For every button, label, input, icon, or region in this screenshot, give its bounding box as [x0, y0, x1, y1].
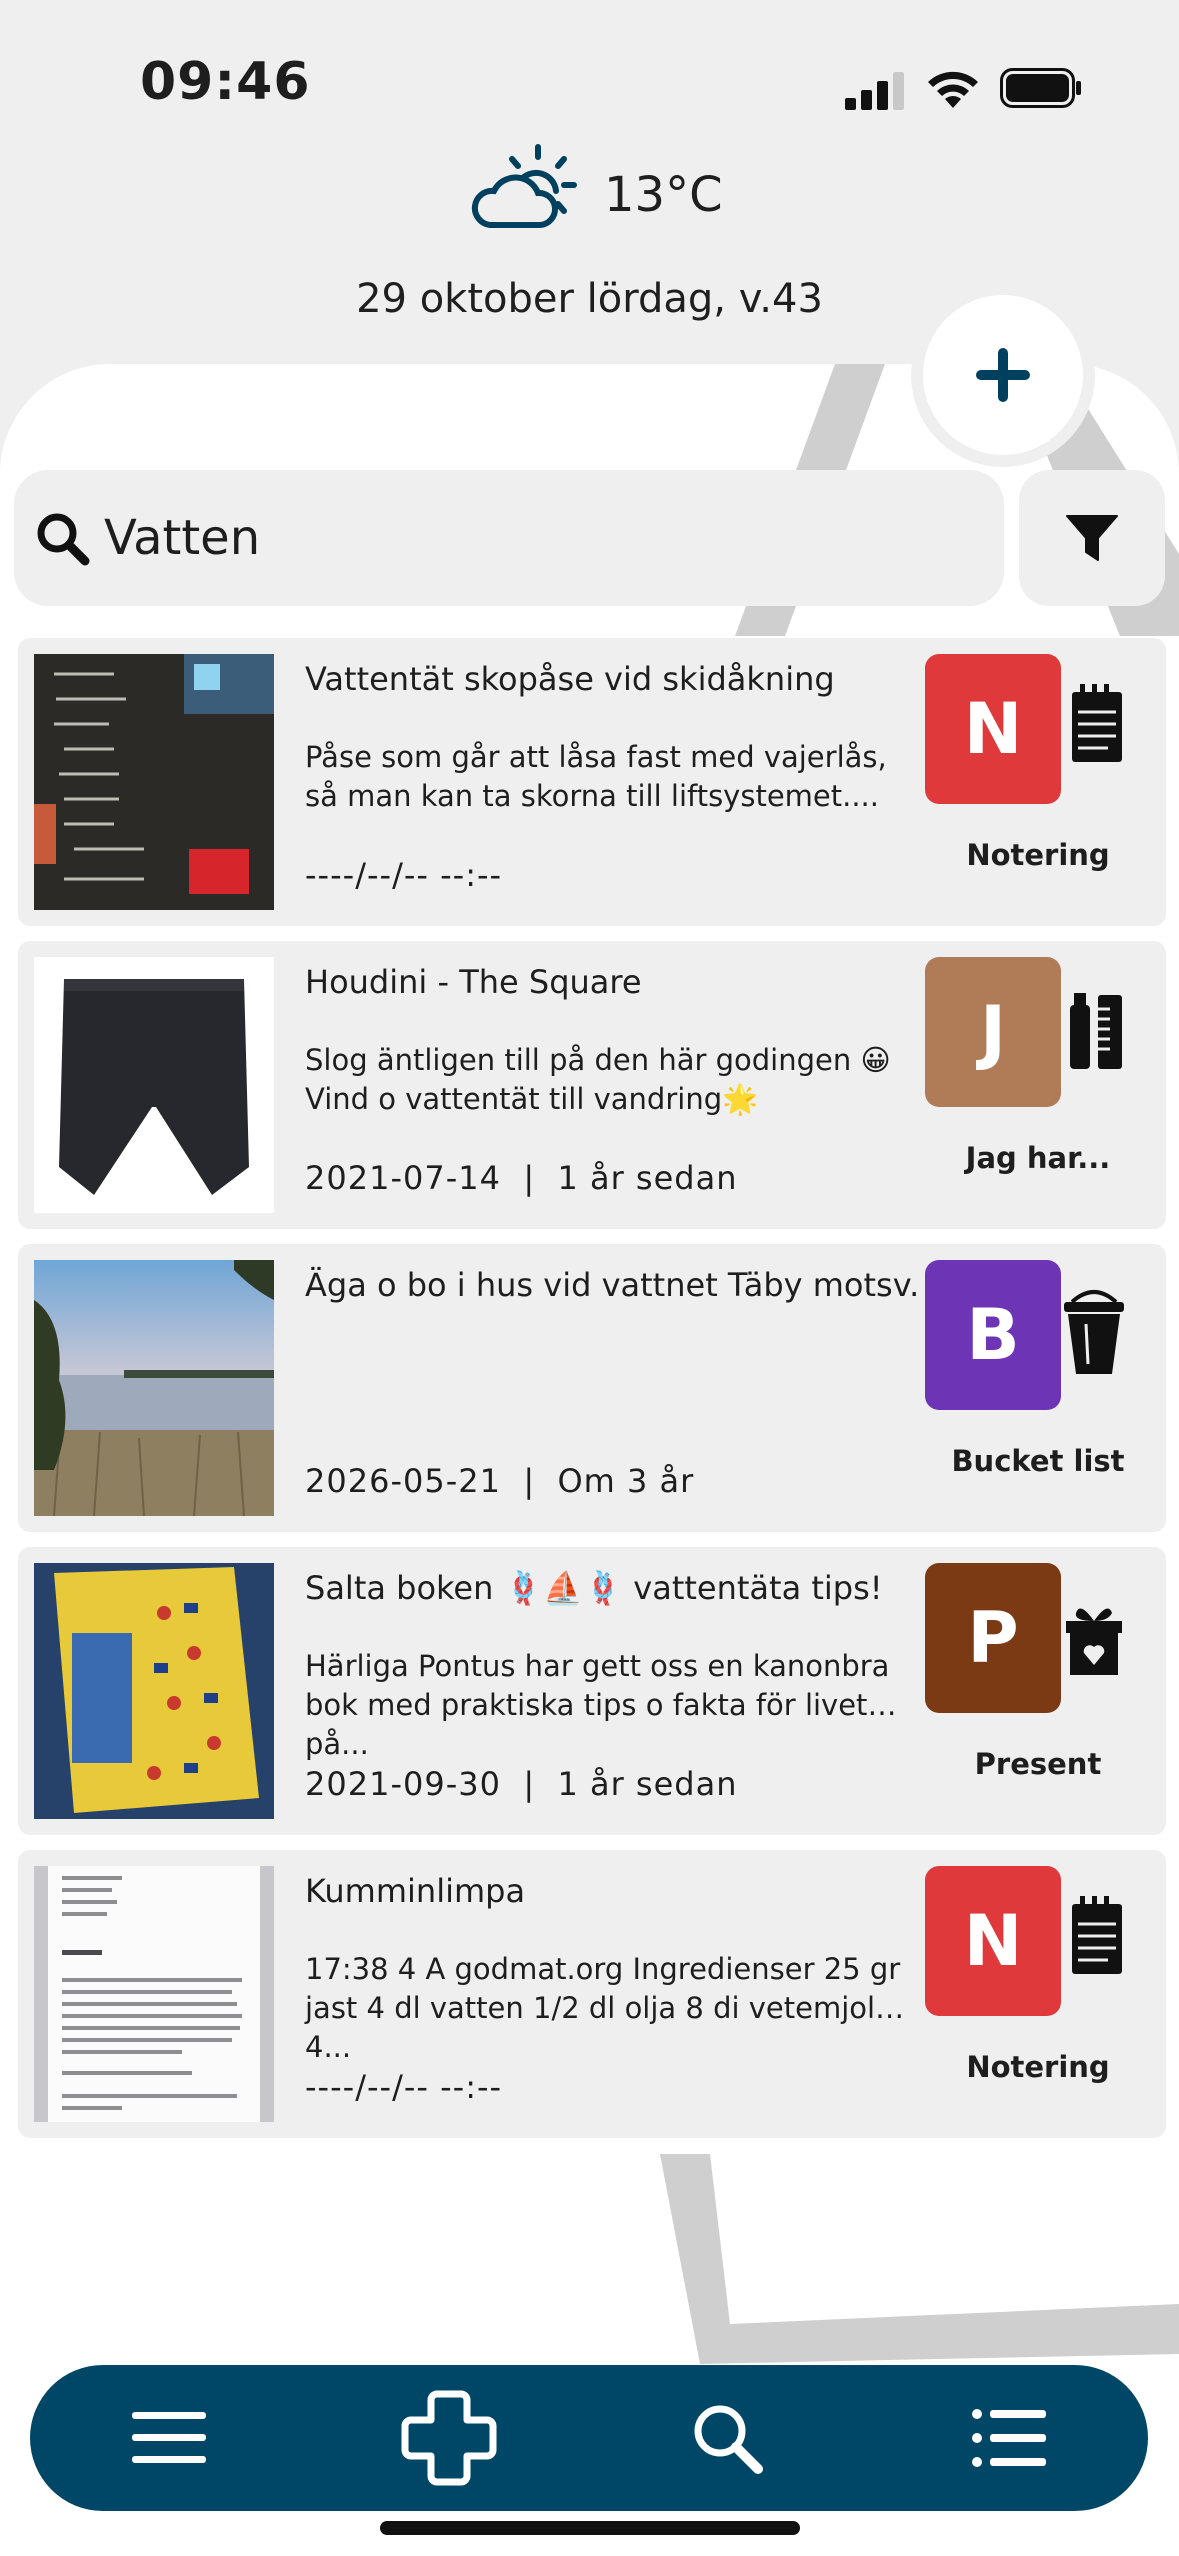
- partly-cloudy-icon: [468, 143, 580, 235]
- plus-icon: [973, 345, 1033, 405]
- item-date: ----/--/-- --:--: [305, 856, 503, 894]
- weather-widget: [0, 135, 1179, 235]
- item-date: 2021-07-14 | 1 år sedan: [305, 1159, 738, 1197]
- item-date: 2021-09-30 | 1 år sedan: [305, 1765, 738, 1803]
- item-thumbnail: [34, 957, 274, 1213]
- item-thumbnail: [34, 1563, 274, 1819]
- category-badge: J: [925, 957, 1061, 1107]
- item-description: Härliga Pontus har gett oss en kanonbra bok med praktiska tips o fakta för livet på...: [305, 1649, 890, 1761]
- item-thumbnail: [34, 654, 274, 910]
- list-item[interactable]: [18, 1547, 1166, 1835]
- item-thumbnail: [34, 1260, 274, 1516]
- notepad-icon: [1058, 682, 1130, 774]
- search-input[interactable]: [104, 498, 964, 578]
- search-icon: [690, 2401, 764, 2475]
- home-indicator: [380, 2521, 800, 2535]
- item-date: 2026-05-21 | Om 3 år: [305, 1462, 695, 1500]
- item-thumbnail: [34, 1866, 274, 2122]
- result-list: [18, 638, 1166, 2153]
- category-label: Notering: [966, 2050, 1110, 2084]
- notepad-icon: [1058, 1894, 1130, 1986]
- add-note-button[interactable]: [923, 295, 1083, 455]
- list-item[interactable]: [18, 1244, 1166, 1532]
- add-button[interactable]: [394, 2383, 504, 2493]
- item-description: Påse som går att låsa fast med vajerlås, så man kan ta skorna till liftsystemet....: [305, 740, 887, 813]
- plus-outline-icon: [399, 2388, 499, 2488]
- category-badge: N: [925, 654, 1061, 804]
- category-badge: B: [925, 1260, 1061, 1410]
- search-box[interactable]: [14, 470, 1004, 606]
- category-label: Present: [974, 1747, 1102, 1781]
- filter-button[interactable]: [1019, 470, 1165, 606]
- search-icon: [34, 510, 90, 566]
- item-title: Houdini - The Square: [305, 963, 642, 1001]
- bottom-navigation: [30, 2365, 1148, 2511]
- list-button[interactable]: [954, 2383, 1064, 2493]
- item-title: Salta boken 🪢⛵🪢 vattentäta tips!: [305, 1569, 883, 1607]
- list-icon: [972, 2409, 1046, 2467]
- category-badge: P: [925, 1563, 1061, 1713]
- menu-icon: [132, 2410, 206, 2466]
- cellular-signal-icon: [845, 72, 907, 110]
- item-date: ----/--/-- --:--: [305, 2068, 503, 2106]
- bucket-icon: [1058, 1288, 1130, 1380]
- status-time: 09:46: [140, 52, 311, 112]
- gift-icon: [1058, 1591, 1130, 1683]
- category-label: Jag har...: [965, 1141, 1111, 1175]
- item-title: Äga o bo i hus vid vattnet Täby motsv.: [305, 1266, 920, 1304]
- menu-button[interactable]: [114, 2383, 224, 2493]
- search-nav-button[interactable]: [672, 2383, 782, 2493]
- toiletries-icon: [1058, 985, 1130, 1077]
- item-title: Vattentät skopåse vid skidåkning: [305, 660, 835, 698]
- category-badge: N: [925, 1866, 1061, 2016]
- date-line: 29 oktober lördag, v.43: [356, 276, 823, 322]
- category-label: Notering: [966, 838, 1110, 872]
- filter-icon: [1064, 510, 1120, 566]
- weather-temperature: 13°C: [604, 167, 723, 223]
- list-item[interactable]: [18, 941, 1166, 1229]
- item-title: Kumminlimpa: [305, 1872, 526, 1910]
- item-description: Slog äntligen till på den här godingen 😀 Vind o vattentät till vandring🌟: [305, 1043, 891, 1116]
- item-description: 17:38 4 A godmat.org Ingredienser 25 gr jast 4 dl vatten 1/2 dl olja 8 di vetemjol 4...: [305, 1952, 901, 2064]
- battery-icon: [1000, 68, 1082, 108]
- list-item[interactable]: [18, 1850, 1166, 2138]
- wifi-icon: [925, 66, 981, 110]
- list-item[interactable]: [18, 638, 1166, 926]
- category-label: Bucket list: [951, 1444, 1125, 1478]
